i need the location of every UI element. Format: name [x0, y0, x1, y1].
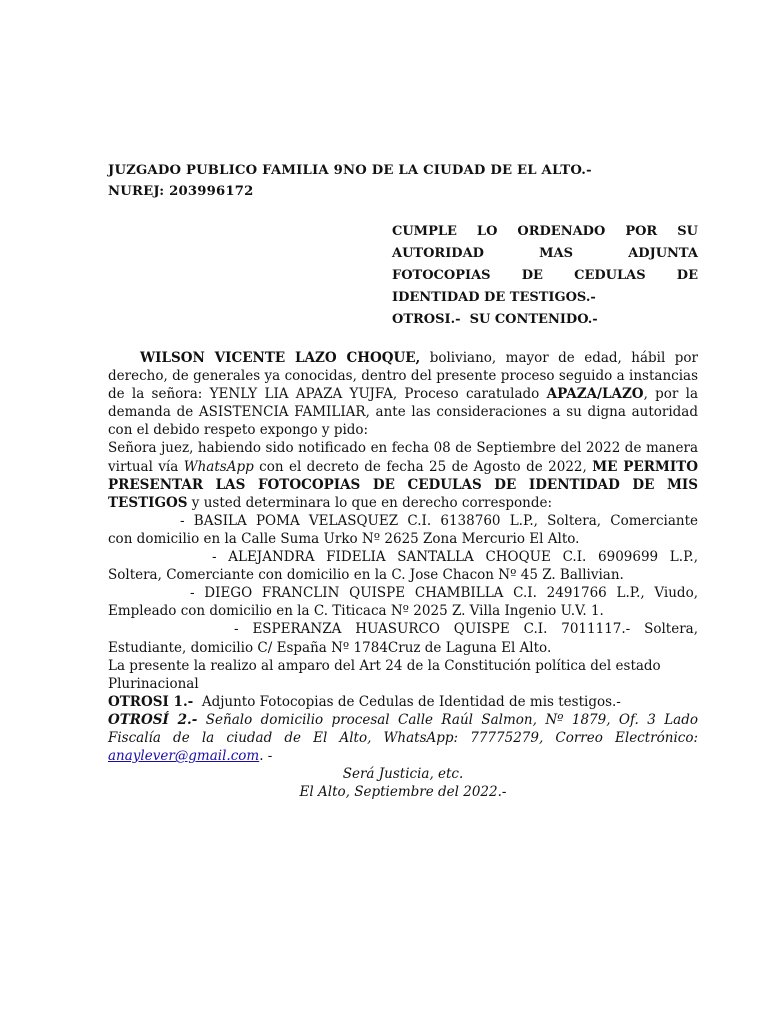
legal-basis-paragraph: La presente la realizo al amparo del Art 24 de la Constitución política del estado Plurinacional — [108, 657, 661, 692]
witness-4-line-1: - ESPERANZA HUASURCO QUISPE C.I. 7011117.- Soltera, — [234, 621, 698, 638]
nurej-number: NUREJ: 203996172 — [108, 184, 254, 199]
request-paragraph: Señora juez, habiendo sido notificado en fecha 08 de Septiembre del 2022 de manera virtual vía WhatsApp con el decreto de fecha 25 de Agosto de 2022, ME PERMITO PRESENTAR LAS FOTOCOPIAS DE CEDULAS DE IDENTIDAD DE MIS TESTIGOS y usted determinara lo que en derecho corresponde: — [108, 440, 698, 511]
case-name: APAZA/LAZO — [546, 386, 644, 403]
witness-1-line-1: - BASILA POMA VELASQUEZ C.I. 6138760 L.P., Soltera, Comerciante — [180, 512, 698, 529]
witness-2-line-2: Soltera, Comerciante con domicilio en la C. Jose Chacon Nº 45 Z. Ballivian. — [108, 567, 624, 584]
reference-line-5: OTROSI.- SU CONTENIDO.- — [392, 312, 598, 327]
witness-1-line-2: con domicilio en la Calle Suma Urko Nº 2625 Zona Mercurio El Alto. — [108, 530, 580, 547]
closing-justice: Será Justicia, etc. — [342, 766, 464, 783]
otrosi-1: OTROSI 1.- Adjunto Fotocopias de Cedulas de Identidad de mis testigos.- — [108, 693, 621, 710]
witness-2-line-1: - ALEJANDRA FIDELIA SANTALLA CHOQUE C.I. 6909699 L.P., — [212, 549, 698, 566]
court-heading: JUZGADO PUBLICO FAMILIA 9NO DE LA CIUDAD DE EL ALTO.- — [108, 163, 592, 178]
intro-paragraph: WILSON VICENTE LAZO CHOQUE, boliviano, mayor de edad, hábil por derecho, de generales ya conocidas, dentro del presente proceso seguido a instancias de la señora: YENLY LIA APAZA YUJFA, Proceso caratulado APAZA/LAZO, por la demanda de ASISTENCIA FAMILIAR, ante las consideraciones a su digna autoridad con el debido respeto expongo y pido: — [108, 350, 698, 439]
reference-line-2: AUTORIDAD MAS ADJUNTA — [392, 246, 698, 261]
witness-3-line-1: - DIEGO FRANCLIN QUISPE CHAMBILLA C.I. 2491766 L.P., Viudo, — [190, 585, 698, 602]
reference-line-3: FOTOCOPIAS DE CEDULAS DE — [392, 268, 698, 283]
petitioner-name: WILSON VICENTE LAZO CHOQUE, — [140, 350, 421, 366]
witness-3-line-2: Empleado con domicilio en la C. Titicaca Nº 2025 Z. Villa Ingenio U.V. 1. — [108, 603, 604, 620]
reference-block — [392, 221, 698, 331]
closing-date: El Alto, Septiembre del 2022.- — [299, 784, 507, 801]
document-body — [108, 349, 698, 801]
witness-4-line-2: Estudiante, domicilio C/ España Nº 1784Cruz de Laguna El Alto. — [108, 639, 552, 656]
otrosi-2: OTROSÍ 2.- Señalo domicilio procesal Calle Raúl Salmon, Nº 1879, Of. 3 Lado Fiscalía de la ciudad de El Alto, WhatsApp: 77775279, Correo Electrónico: anaylever@gmail.com. - — [108, 711, 698, 765]
reference-line-4: IDENTIDAD DE TESTIGOS.- — [392, 290, 596, 305]
reference-line-1: CUMPLE LO ORDENADO POR SU — [392, 224, 698, 239]
email-link[interactable]: anaylever@gmail.com — [108, 748, 260, 765]
